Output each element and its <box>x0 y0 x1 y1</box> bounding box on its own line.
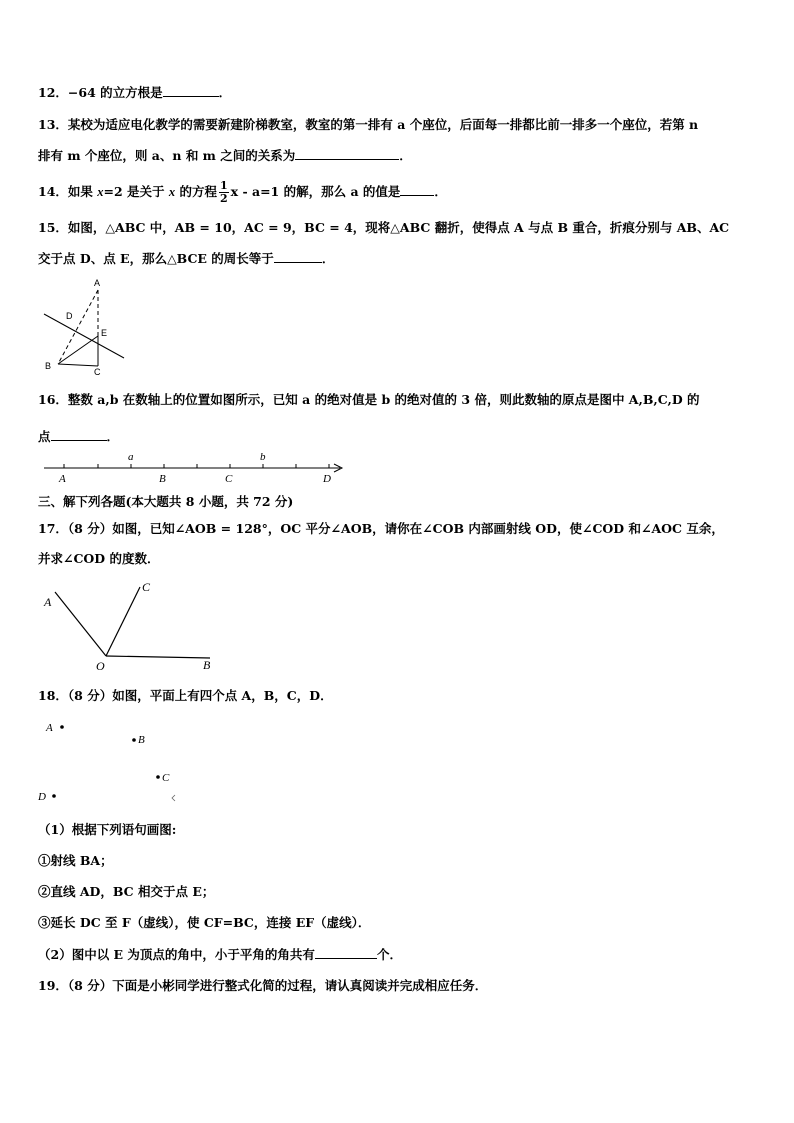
label-a-upper: A <box>59 473 66 485</box>
label-b-upper: B <box>159 473 166 485</box>
question-15-line-2: 交于点 D、点 E，那么△BCE 的周长等于 ． <box>38 251 335 266</box>
segment-bc <box>58 364 98 366</box>
point-a <box>60 725 64 729</box>
question-15-line-1: 15．如图，△ABC 中，AB = 10，AC = 9，BC = 4，现将△ABC 翻折，使得点 A 与点 B 重合，折痕分别与 AB、AC <box>38 220 730 235</box>
label-b: B <box>138 734 145 746</box>
answer-blank[interactable] <box>295 147 399 160</box>
question-16-line-1: 16．整数 a,b 在数轴上的位置如图所示，已知 a 的绝对值是 b 的绝对值的 3 倍，则此数轴的原点是图中 A,B,C,D 的 <box>38 392 700 407</box>
axis-ticks <box>64 464 329 468</box>
question-13-line-2: 排有 m 个座位，则 a、n 和 m 之间的关系为 ． <box>38 148 412 163</box>
answer-blank[interactable] <box>51 428 107 441</box>
question-18-item-3: ③延长 DC 至 F（虚线），使 CF=BC，连接 EF（虚线）． <box>38 915 371 930</box>
triangle-figure <box>0 270 200 380</box>
label-c: C <box>94 367 101 377</box>
question-18-sub-2: （2）图中以 E 为顶点的角中，小于平角的角共有 个． <box>38 947 402 962</box>
label-o: O <box>96 659 105 673</box>
question-17-line-2: 并求∠COD 的度数． <box>38 551 160 566</box>
section-heading: 三、解下列各题(本大题共 8 小题，共 72 分) <box>38 494 294 509</box>
ray-oa <box>55 592 106 656</box>
question-19: 19．（8 分）下面是小彬同学进行整式化简的过程，请认真阅读并完成相应任务． <box>38 978 488 993</box>
question-14: 14．如果 x=2 是关于 x 的方程 $\frac{1}{2}$ x - a=1 的解，那么 a 的值是 ． <box>38 179 447 205</box>
point-d <box>52 794 56 798</box>
point-b <box>132 738 136 742</box>
dashed-line-ab <box>58 290 98 364</box>
ray-ob <box>106 656 210 658</box>
segment-be <box>58 336 98 364</box>
ray-oc <box>106 587 140 656</box>
question-17-line-1: 17．（8 分）如图，已知∠AOB = 128°，OC 平分∠AOB，请你在∠COB 内部画射线 OD，使∠COD 和∠AOC 互余， <box>38 521 724 536</box>
answer-blank[interactable] <box>400 183 434 196</box>
question-18-line-1: 18．（8 分）如图，平面上有四个点 A，B，C，D． <box>38 688 333 703</box>
point-c <box>156 775 160 779</box>
label-c: C <box>142 580 151 594</box>
question-18-item-1: ①射线 BA； <box>38 853 113 868</box>
question-18-item-2: ②直线 AD，BC 相交于点 E； <box>38 884 215 899</box>
label-a: A <box>44 595 52 609</box>
label-a: A <box>94 278 101 288</box>
label-b-lower: b <box>260 451 266 463</box>
question-16-line-2: 点 ． <box>38 429 120 444</box>
question-13-line-1: 13．某校为适应电化教学的需要新建阶梯教室，教室的第一排有 a 个座位，后面每一排都比前一排多一个座位，若第 n <box>38 117 699 132</box>
number-line <box>0 446 360 486</box>
fold-line <box>44 314 124 358</box>
answer-blank[interactable] <box>163 84 219 97</box>
question-18-sub-1: （1）根据下列语句画图: <box>38 822 177 837</box>
label-d: D <box>66 311 73 321</box>
question-12: 12．−64 的立方根是 ． <box>38 85 232 100</box>
points-figure <box>0 712 200 812</box>
angle-figure <box>0 574 230 674</box>
label-d-upper: D <box>323 473 331 485</box>
fraction: $\frac{1}{2}$ <box>219 179 228 205</box>
label-c: C <box>162 772 170 784</box>
label-d: D <box>38 791 46 803</box>
answer-blank[interactable] <box>274 250 322 263</box>
answer-blank[interactable] <box>315 946 377 959</box>
label-a-lower: a <box>128 451 134 463</box>
label-a: A <box>46 722 53 734</box>
label-b: B <box>203 658 211 672</box>
label-c-upper: C <box>225 473 233 485</box>
label-e: E <box>101 328 108 338</box>
label-b: B <box>45 361 52 371</box>
small-arrow-icon <box>172 795 175 801</box>
